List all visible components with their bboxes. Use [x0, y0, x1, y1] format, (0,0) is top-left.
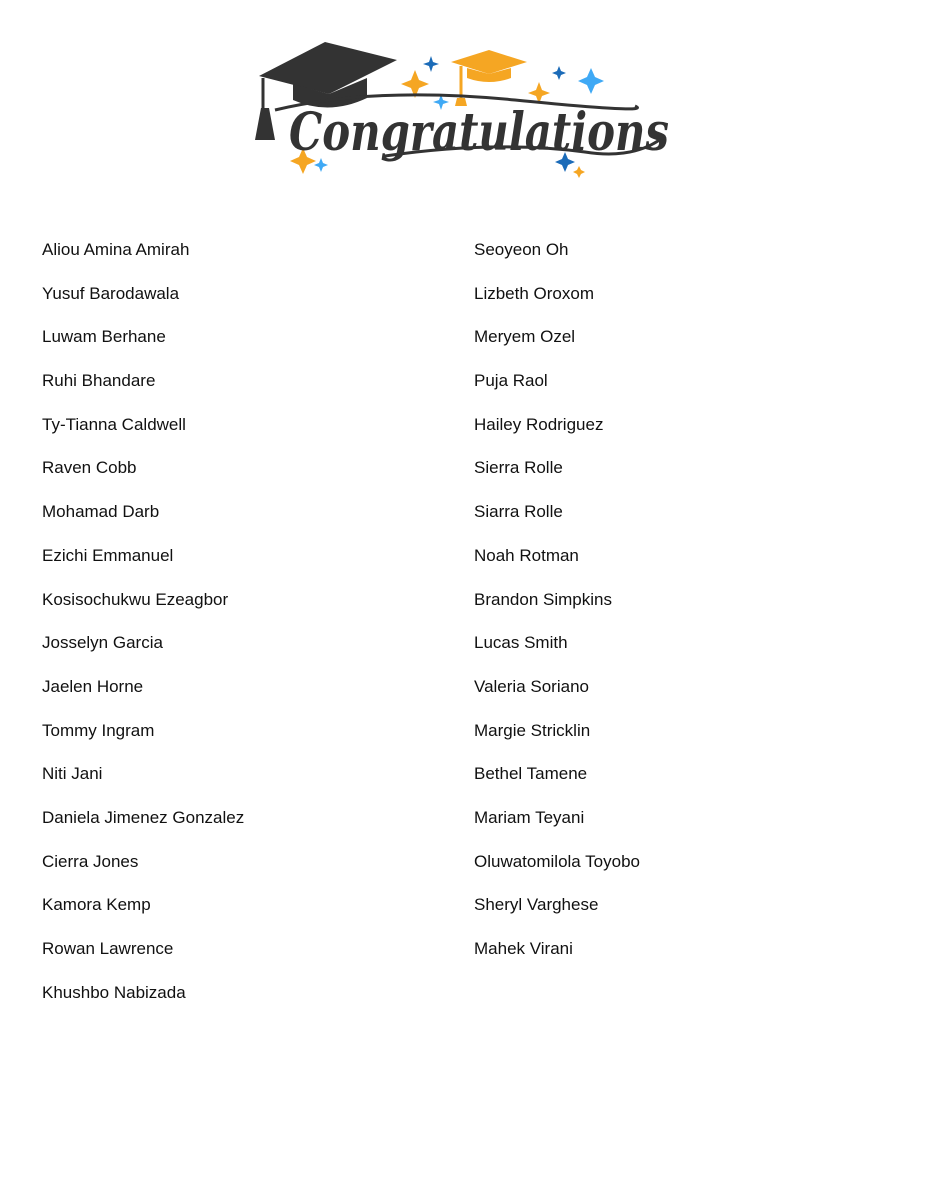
graduate-name: Yusuf Barodawala: [42, 283, 180, 303]
graduate-name: Rowan Lawrence: [42, 939, 174, 958]
graduate-name: Tommy Ingram: [42, 720, 155, 740]
graduate-name: Khushbo Nabizada: [42, 982, 186, 1002]
graduate-name: Daniela Jimenez Gonzalez: [42, 807, 245, 827]
graduate-name: Siarra Rolle: [474, 502, 563, 522]
graduate-name: Lizbeth Oroxom: [474, 283, 594, 303]
congratulations-text: Congratulations: [289, 102, 669, 163]
graduate-name: Meryem Ozel: [474, 327, 576, 347]
graduate-name: Bethel Tamene: [474, 764, 588, 784]
graduate-name: Raven Cobb: [42, 458, 137, 478]
graduate-name: Aliou Amina Amirah: [42, 240, 190, 259]
graduate-name: Mahek Virani: [474, 939, 573, 958]
congratulations-banner: [255, 36, 675, 186]
graduate-name: Mohamad Darb: [42, 502, 160, 522]
graduate-name: Brandon Simpkins: [474, 589, 612, 609]
graduate-name: Sheryl Varghese: [474, 895, 599, 915]
graduate-name: Josselyn Garcia: [42, 633, 163, 653]
graduate-name: Noah Rotman: [474, 545, 579, 565]
graduate-name: Puja Raol: [474, 371, 548, 391]
graduate-name: Sierra Rolle: [474, 458, 563, 478]
graduate-name: Ruhi Bhandare: [42, 371, 156, 391]
graduate-name: Ezichi Emmanuel: [42, 545, 174, 565]
graduate-name: Oluwatomilola Toyobo: [474, 851, 640, 871]
graduate-name: Jaelen Horne: [42, 676, 144, 696]
names-list-left: [42, 236, 244, 1022]
graduate-name: Lucas Smith: [474, 633, 568, 653]
graduate-name: Valeria Soriano: [474, 676, 589, 696]
graduate-name: Mariam Teyani: [474, 807, 585, 827]
graduate-name: Luwam Berhane: [42, 327, 166, 347]
graduate-name: Seoyeon Oh: [474, 240, 569, 259]
graduate-name: Hailey Rodriguez: [474, 414, 604, 434]
graduate-name: Kamora Kemp: [42, 895, 151, 915]
graduate-name: Margie Stricklin: [474, 720, 591, 740]
graduate-name: Ty-Tianna Caldwell: [42, 414, 186, 434]
graduate-name: Kosisochukwu Ezeagbor: [42, 589, 229, 609]
graduate-name: Niti Jani: [42, 764, 103, 784]
graduate-name: Cierra Jones: [42, 851, 139, 871]
names-list-right: [474, 236, 640, 979]
